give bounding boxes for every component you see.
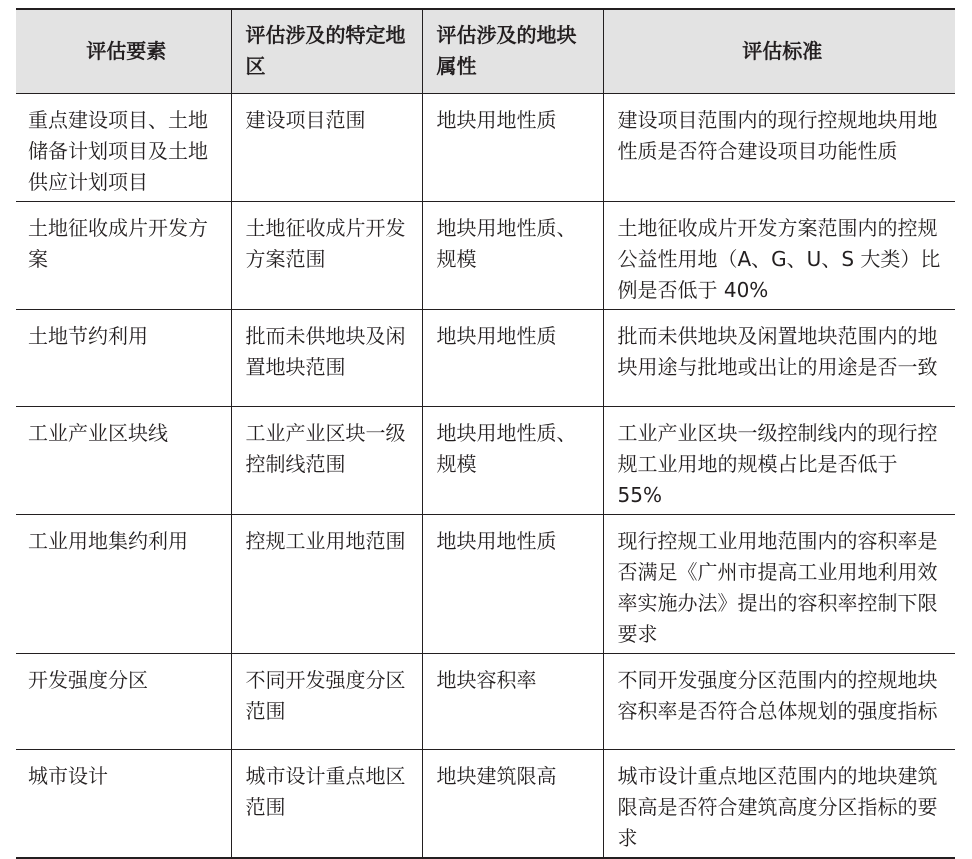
header-element: 评估要素 — [16, 9, 231, 93]
cell-standard: 不同开发强度分区范围内的控规地块容积率是否符合总体规划的强度指标 — [603, 653, 955, 749]
cell-element: 工业产业区块线 — [28, 420, 168, 445]
cell-element: 开发强度分区 — [28, 667, 148, 692]
cell-element: 土地征收成片开发方案 — [28, 215, 208, 271]
cell-element: 土地节约利用 — [28, 323, 148, 348]
cell-standard: 批而未供地块及闲置地块范围内的地块用途与批地或出让的用途是否一致 — [603, 309, 955, 406]
cell-region: 工业产业区块一级控制线范围 — [231, 406, 422, 514]
cell-attribute: 地块容积率 — [422, 653, 603, 749]
cell-attribute: 地块用地性质 — [422, 93, 603, 201]
header-region: 评估涉及的特定地区 — [231, 9, 422, 93]
cell-region: 批而未供地块及闲置地块范围 — [231, 309, 422, 406]
cell-attribute: 地块建筑限高 — [422, 749, 603, 858]
cell-standard: 工业产业区块一级控制线内的现行控规工业用地的规模占比是否低于 55% — [603, 406, 955, 514]
cell-standard: 现行控规工业用地范围内的容积率是否满足《广州市提高工业用地利用效率实施办法》提出的容积率控制下限要求 — [603, 514, 955, 653]
table-row — [16, 406, 955, 514]
table-row — [16, 653, 955, 749]
cell-attribute: 地块用地性质 — [422, 514, 603, 653]
cell-element: 城市设计 — [28, 763, 108, 788]
cell-standard: 建设项目范围内的现行控规地块用地性质是否符合建设项目功能性质 — [603, 93, 955, 201]
cell-region: 建设项目范围 — [231, 93, 422, 201]
cell-region: 不同开发强度分区范围 — [231, 653, 422, 749]
cell-region: 控规工业用地范围 — [231, 514, 422, 653]
cell-standard: 土地征收成片开发方案范围内的控规公益性用地（A、G、U、S 大类）比例是否低于 40% — [603, 201, 955, 309]
cell-attribute: 地块用地性质、规模 — [422, 406, 603, 514]
cell-element: 重点建设项目、土地储备计划项目及土地供应计划项目 — [28, 107, 208, 194]
table-row — [16, 201, 955, 309]
cell-region: 土地征收成片开发方案范围 — [231, 201, 422, 309]
table-row — [16, 749, 955, 858]
table-row — [16, 514, 955, 653]
evaluation-table — [16, 8, 955, 859]
cell-element: 工业用地集约利用 — [28, 528, 188, 553]
cell-standard: 城市设计重点地区范围内的地块建筑限高是否符合建筑高度分区指标的要求 — [603, 749, 955, 858]
cell-attribute: 地块用地性质、规模 — [422, 201, 603, 309]
table-row — [16, 309, 955, 406]
table-row — [16, 93, 955, 201]
cell-region: 城市设计重点地区范围 — [231, 749, 422, 858]
header-standard: 评估标准 — [603, 9, 955, 93]
table-header-row — [16, 9, 955, 93]
cell-attribute: 地块用地性质 — [422, 309, 603, 406]
header-attribute: 评估涉及的地块属性 — [422, 9, 603, 93]
